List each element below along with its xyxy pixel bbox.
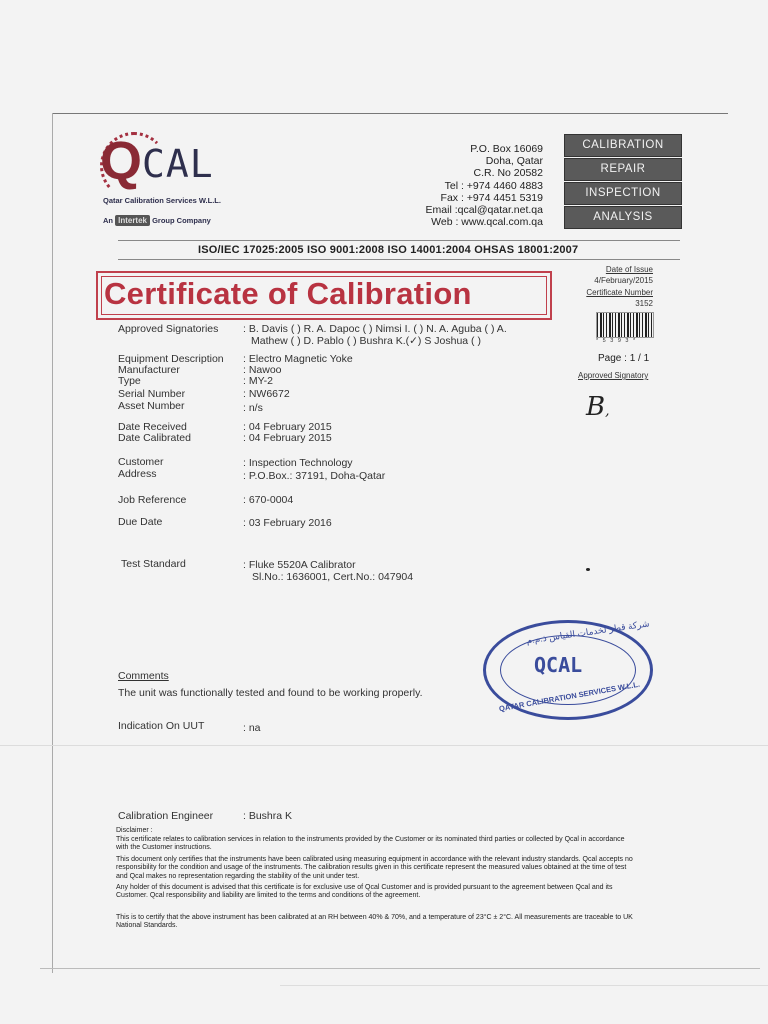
manufacturer-label: Manufacturer bbox=[118, 364, 180, 376]
logo-brand: CAL bbox=[142, 142, 214, 186]
barcode bbox=[596, 312, 654, 338]
job-reference-label: Job Reference bbox=[118, 494, 187, 506]
job-reference: : 670-0004 bbox=[243, 494, 294, 506]
scan-edge-line bbox=[280, 985, 768, 986]
signature-mark: B, bbox=[586, 392, 610, 422]
contact-block bbox=[426, 143, 543, 228]
due-date: : 03 February 2016 bbox=[243, 517, 332, 529]
approved-signatory-label: Approved Signatory bbox=[578, 371, 649, 380]
date-calibrated: : 04 February 2015 bbox=[243, 432, 332, 444]
certificate-number: 3152 bbox=[635, 299, 653, 308]
certificate-title: Certificate of Calibration bbox=[104, 276, 472, 311]
due-date-label: Due Date bbox=[118, 516, 163, 528]
date-received: : 04 February 2015 bbox=[243, 421, 332, 433]
customer: : Inspection Technology bbox=[243, 457, 353, 469]
certificate-number-label: Certificate Number bbox=[586, 288, 653, 297]
indication-value: : na bbox=[243, 722, 261, 734]
scan-fold-line bbox=[0, 745, 768, 746]
company-stamp bbox=[483, 620, 653, 720]
service-calibration: CALIBRATION bbox=[564, 134, 682, 157]
customer-label: Customer bbox=[118, 456, 164, 468]
date-received-label: Date Received bbox=[118, 421, 187, 433]
logo-group-suffix: Group Company bbox=[152, 216, 211, 225]
email: Email :qcal@qatar.net.qa bbox=[425, 204, 543, 217]
comments-text: The unit was functionally tested and found to be working properly. bbox=[118, 687, 423, 699]
type-label: Type bbox=[118, 375, 141, 387]
date-of-issue: 4/February/2015 bbox=[594, 276, 653, 285]
disclaimer-p2: This document only certifies that the instruments have been calibrated using measuring equipment in accordance with the relevant industry standards. Qcal accepts no responsibility for the condition and usage of the instruments. The calibration results given in this certificate represent the measured values obtained at the time of test and Qcal makes no representation regarding the stability of the unit under test. bbox=[116, 856, 633, 880]
comments-heading: Comments bbox=[118, 670, 169, 682]
intertek-logo: Intertek bbox=[115, 215, 150, 226]
approved-signatories-label: Approved Signatories bbox=[118, 323, 219, 335]
page-number: Page : 1 / 1 bbox=[598, 353, 650, 364]
iso-standards: ISO/IEC 17025:2005 ISO 9001:2008 ISO 14001:2004 OHSAS 18001:2007 bbox=[198, 244, 579, 256]
barcode-digits: * 5 3 9 3 * bbox=[596, 338, 637, 344]
stamp-arabic-text: شركة قطر لخدمات القياس ذ.م.م bbox=[525, 618, 651, 646]
approved-signatories-line1: : B. Davis ( ) R. A. Dapoc ( ) Nimsi I. ( ) N. A. Aguba ( ) A. bbox=[243, 323, 507, 335]
stamp-company-text: QATAR CALIBRATION SERVICES W.L.L. bbox=[498, 679, 641, 714]
test-standard-label: Test Standard bbox=[121, 558, 186, 570]
test-standard-line1: : Fluke 5520A Calibrator bbox=[243, 559, 356, 571]
website: Web : www.qcal.com.qa bbox=[431, 216, 543, 229]
logo-company-name: Qatar Calibration Services W.L.L. bbox=[103, 196, 221, 205]
scan-speck bbox=[586, 568, 590, 571]
fax: Fax : +974 4451 5319 bbox=[440, 191, 543, 204]
stamp-logo: QCAL bbox=[534, 653, 583, 677]
indication-label: Indication On UUT bbox=[118, 720, 205, 732]
service-analysis: ANALYSIS bbox=[564, 206, 682, 229]
asset-number-label: Asset Number bbox=[118, 400, 185, 412]
date-calibrated-label: Date Calibrated bbox=[118, 432, 191, 444]
logo-q-letter: Q bbox=[100, 131, 141, 191]
serial-number-label: Serial Number bbox=[118, 388, 186, 400]
service-repair: REPAIR bbox=[564, 158, 682, 181]
disclaimer-p1: This certificate relates to calibration services in relation to the instruments provided by the Customer or its nominated third parties or collected by Qcal in accordance with the Customer instructions. bbox=[116, 836, 625, 852]
equipment-description: : Electro Magnetic Yoke bbox=[243, 353, 353, 365]
page-border-left bbox=[52, 113, 53, 973]
calibration-engineer: : Bushra K bbox=[243, 810, 293, 822]
disclaimer-p3: Any holder of this document is advised that this certificate is for exclusive use of Qcal Customer and is provided pursuant to the agreement between Qcal and its Customer. Qcal responsibility and liability are limited to the terms and conditions of the agreement. bbox=[116, 884, 613, 900]
equipment-description-label: Equipment Description bbox=[118, 353, 224, 365]
logo-group-line bbox=[103, 215, 211, 226]
disclaimer-heading: Disclaimer : bbox=[116, 827, 153, 834]
address-label: Address bbox=[118, 468, 157, 480]
page-border-bottom bbox=[40, 968, 760, 969]
date-of-issue-label: Date of Issue bbox=[605, 265, 653, 274]
standards-rule-top bbox=[118, 240, 680, 241]
qcal-logo bbox=[100, 130, 240, 225]
page-border-top bbox=[52, 113, 728, 114]
approved-signatories-line2: Mathew ( ) D. Pablo ( ) Bushra K.(✓) S Joshua ( ) bbox=[251, 335, 481, 347]
cr-number: C.R. No 20582 bbox=[473, 167, 543, 180]
disclaimer-p4: This is to certify that the above instrument has been calibrated at an RH between 40% & 70%, and a temperature of 23°C ± 2°C. All measurements are traceable to UK National Standards. bbox=[116, 914, 633, 930]
type: : MY-2 bbox=[243, 375, 273, 387]
address: : P.O.Box.: 37191, Doha-Qatar bbox=[243, 470, 386, 482]
telephone: Tel : +974 4460 4883 bbox=[444, 179, 543, 192]
logo-group-prefix: An bbox=[103, 216, 113, 225]
calibration-engineer-label: Calibration Engineer bbox=[118, 810, 214, 822]
test-standard-line2: Sl.No.: 1636001, Cert.No.: 047904 bbox=[252, 571, 414, 583]
service-inspection: INSPECTION bbox=[564, 182, 682, 205]
asset-number: : n/s bbox=[243, 402, 263, 414]
manufacturer: : Nawoo bbox=[243, 364, 282, 376]
city: Doha, Qatar bbox=[485, 155, 543, 168]
po-box: P.O. Box 16069 bbox=[470, 143, 543, 155]
standards-rule-bottom bbox=[118, 259, 680, 260]
serial-number: : NW6672 bbox=[243, 388, 290, 400]
